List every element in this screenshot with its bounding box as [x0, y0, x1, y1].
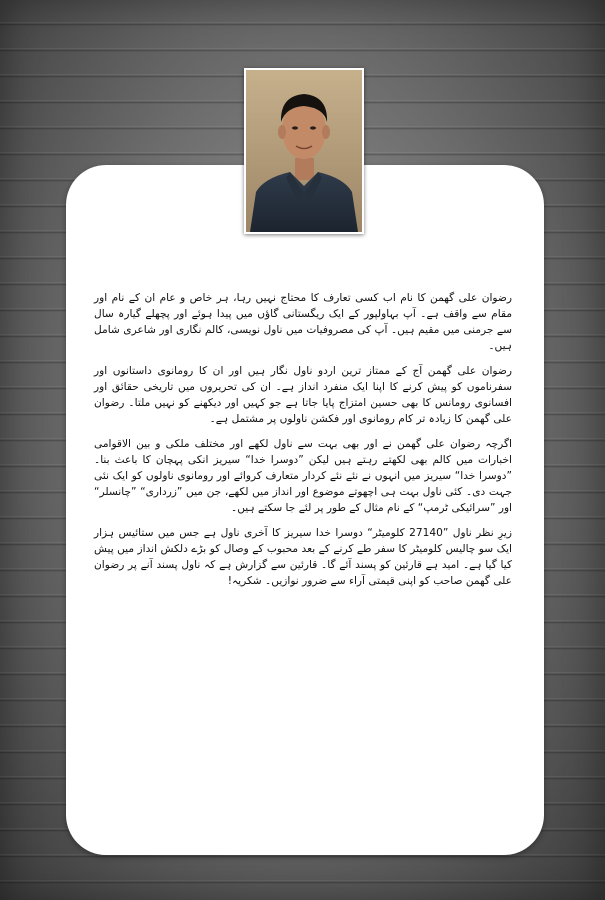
bio-paragraph-series: اگرچہ رضوان علی گھمن نے اور بھی بہت سے ناول لکھے اور مختلف ملکی و بین الاقوامی اخبارات میں کالم بھی لکھتے رہتے ہیں لیکن ”دوسرا خدا“ سیریز انکی پہچان کا باعث بنا۔ ”دوسرا خدا“ سیریز میں انہوں نے نئے نئے کردار متعارف کروائے اور رومانوی ناولوں کو ایک نئی جہت دی۔ کئی ناول بہت ہی اچھوتے موضوع اور انداز میں لکھے، جن میں ”زرداری“ ”چانسلر“ اور ”سرائیکی ٹرمپ“ کے نام مثال کے طور پر لئے جا سکتے ہیں۔ [94, 438, 512, 514]
bio-paragraph-style: رضوان علی گھمن آج کے ممتاز ترین اردو ناول نگار ہیں اور ان کا رومانوی داستانوں اور سفرناموں کو پیش کرنے کا اپنا ایک منفرد انداز ہے۔ ان کی تحریروں میں تاریخی حقائق اور افسانوی رومانس کا بھی حسین امتزاج پایا جاتا ہے جو کہیں اور دیکھنے کو نہیں ملتا۔ رضوان علی گھمن کا زیادہ تر کام رومانوی اور فکشن ناولوں پر مشتمل ہے۔ [94, 365, 512, 425]
author-photo [244, 68, 364, 234]
author-photo-illustration [246, 70, 362, 232]
author-biography [94, 290, 512, 598]
bio-paragraph-novel: زیرِ نظر ناول ”27140 کلومیٹر“ دوسرا خدا سیریز کا آخری ناول ہے جس میں ستائیس ہزار ایک سو چالیس کلومیٹر کا سفر طے کرنے کے بعد محبوب کے وصال کو بڑے دلکش انداز میں پیش کیا گیا ہے۔ امید ہے قارئین کو پسند آئے گا۔ قارئین سے گزارش ہے کہ ناول پسند آنے پر رضوان علی گھمن صاحب کو اپنی قیمتی آراء سے ضرور نوازیں۔ شکریہ! [94, 527, 512, 587]
bio-paragraph-intro: رضوان علی گھمن کا نام اب کسی تعارف کا محتاج نہیں رہا، ہر خاص و عام ان کے نام اور مقام سے واقف ہے۔ آپ بہاولپور کے ایک ریگستانی گاؤں میں پیدا ہوئے اور پچھلے گیارہ سال سے جرمنی میں مقیم ہیں۔ آپ کی مصروفیات میں ناول نویسی، کالم نگاری اور شاعری شامل ہیں۔ [94, 292, 512, 352]
